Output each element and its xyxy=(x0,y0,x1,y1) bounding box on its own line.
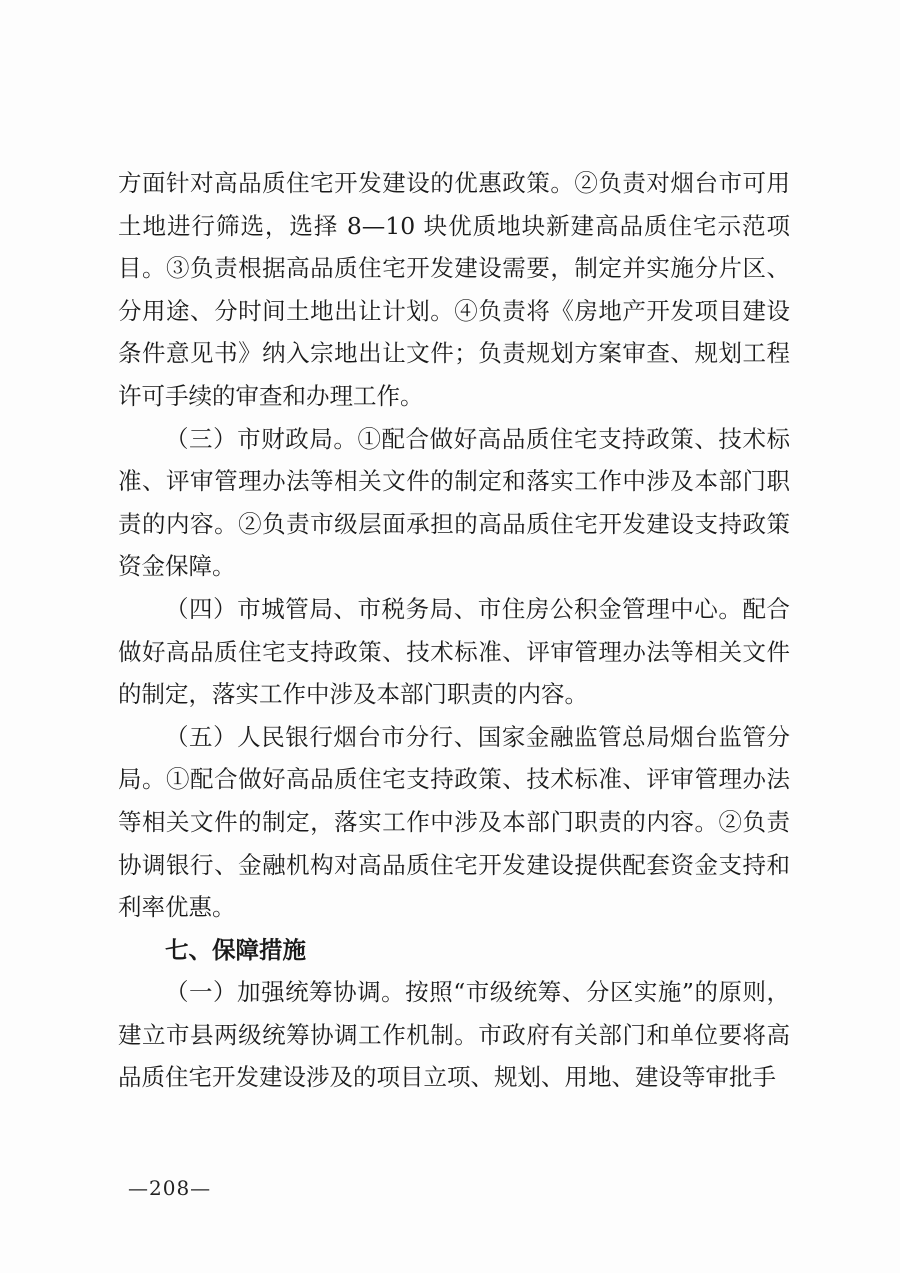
section-heading-safeguard-measures: 七、保障措施 xyxy=(165,935,306,964)
paragraph-natural-resources-duties: 方面针对高品质住宅开发建设的优惠政策。②负责对烟台市可用土地进行筛选，选择 8—10 块优质地块新建高品质住宅示范项目。③负责根据高品质住宅开发建设需要，制定并实施分片区、分用途、分时间土地出让计划。④负责将《房地产开发项目建设条件意见书》纳入宗地出让文件；负责规划方案审查、规划工程许可手续的审查和办理工作。 xyxy=(118,169,790,410)
paragraph-peoples-bank-regulator: （五）人民银行烟台市分行、国家金融监管总局烟台监管分局。①配合做好高品质住宅支持政策、技术标准、评审管理办法等相关文件的制定，落实工作中涉及本部门职责的内容。②负责协调银行、金融机构对高品质住宅开发建设提供配套资金支持和利率优惠。 xyxy=(118,722,790,922)
paragraph-urban-management-tax-fund: （四）市城管局、市税务局、市住房公积金管理中心。配合做好高品质住宅支持政策、技术标准、评审管理办法等相关文件的制定，落实工作中涉及本部门职责的内容。 xyxy=(118,594,790,709)
paragraph-strengthen-coordination: （一）加强统筹协调。按照“市级统筹、分区实施”的原则，建立市县两级统筹协调工作机制。市政府有关部门和单位要将高品质住宅开发建设涉及的项目立项、规划、用地、建设等审批手 xyxy=(118,978,790,1092)
page-number: —208— xyxy=(128,1176,212,1200)
paragraph-finance-bureau: （三）市财政局。①配合做好高品质住宅支持政策、技术标准、评审管理办法等相关文件的制定和落实工作中涉及本部门职责的内容。②负责市级层面承担的高品质住宅开发建设支持政策资金保障。 xyxy=(118,424,790,581)
document-body xyxy=(118,162,790,1099)
